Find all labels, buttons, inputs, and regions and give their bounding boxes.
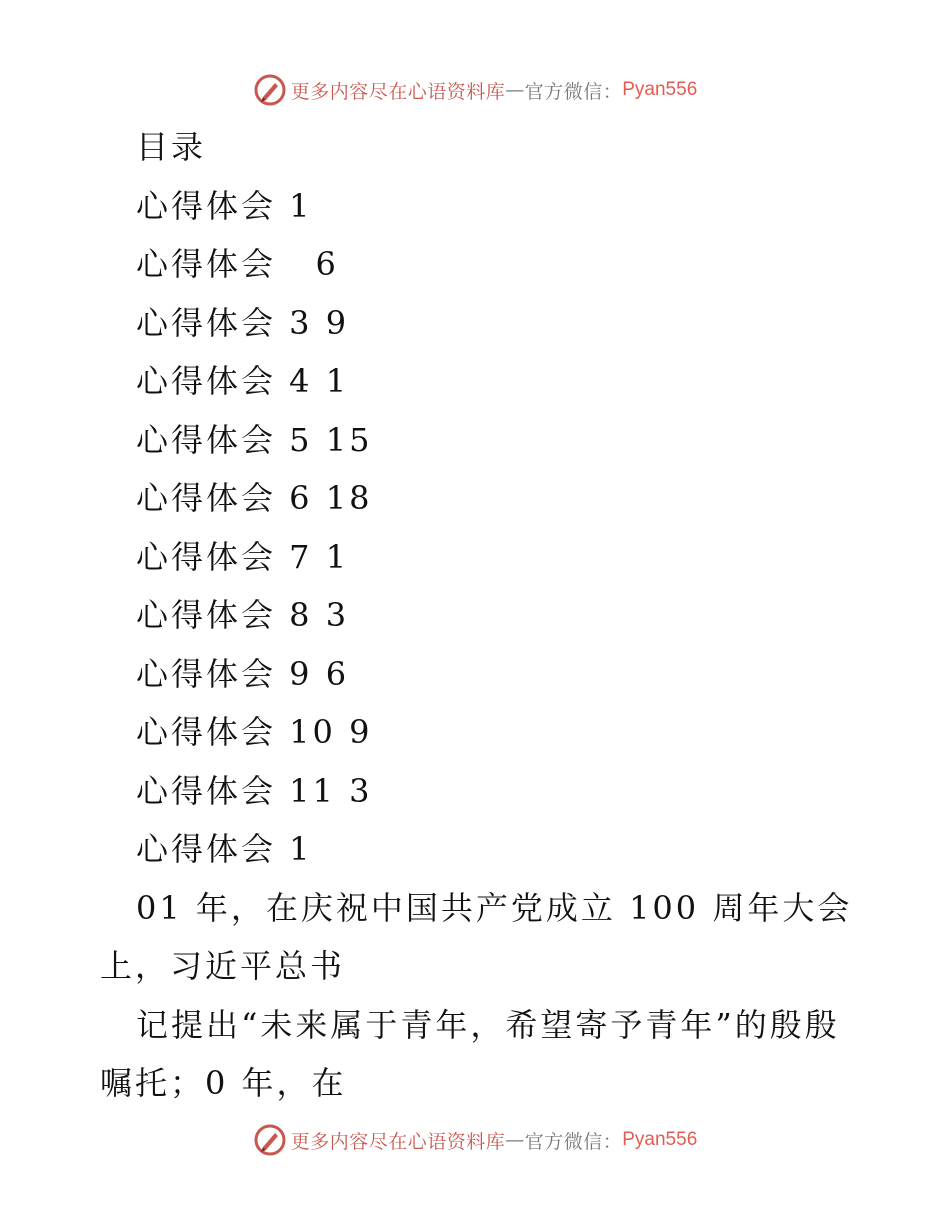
banner-wechat-id: Pyan556 xyxy=(622,79,698,100)
toc-item: 心得体会 4 1 xyxy=(136,362,350,400)
banner-slogan: 更多内容尽在心语资料库 xyxy=(290,1130,506,1153)
header-banner xyxy=(0,70,950,110)
body-paragraph-2 xyxy=(100,996,860,1113)
toc-item: 心得体会 7 1 xyxy=(136,537,350,576)
toc-item: 心得体会 6 18 xyxy=(136,479,373,517)
banner-separator: — xyxy=(505,79,525,101)
toc-item: 心得体会 8 3 xyxy=(136,596,350,634)
body-paragraph-1 xyxy=(100,879,860,996)
toc-item: 心得体会 1 xyxy=(136,830,313,868)
toc-item: 心得体会 5 15 xyxy=(136,420,373,459)
banner-separator: — xyxy=(505,1129,525,1151)
footer-banner xyxy=(0,1120,950,1160)
pen-logo-icon xyxy=(253,73,287,107)
toc-item: 心得体会 9 6 xyxy=(136,654,350,693)
toc-item: 心得体会 10 9 xyxy=(136,713,373,751)
paragraph-line: 嘱托；0 年，在 xyxy=(100,1064,347,1102)
toc-item: 心得体会 3 9 xyxy=(136,303,350,342)
banner-official-label: 官方微信： xyxy=(524,80,623,103)
pen-logo-icon xyxy=(253,1123,287,1157)
toc-item: 心得体会 11 3 xyxy=(136,771,373,810)
toc-title: 目录 xyxy=(136,128,207,166)
document-body xyxy=(100,118,860,1113)
toc-item: 心得体会 1 xyxy=(136,186,313,225)
paragraph-line: 上，习近平总书 xyxy=(100,947,346,985)
toc-item: 心得体会 6 xyxy=(136,245,339,283)
paragraph-line: 记提出“未来属于青年，希望寄予青年”的殷殷 xyxy=(136,1005,840,1044)
banner-slogan: 更多内容尽在心语资料库 xyxy=(290,80,506,103)
banner-official-label: 官方微信： xyxy=(524,1130,623,1153)
paragraph-line: 01 年，在庆祝中国共产党成立 100 周年大会 xyxy=(136,888,853,927)
banner-wechat-id: Pyan556 xyxy=(622,1129,698,1150)
